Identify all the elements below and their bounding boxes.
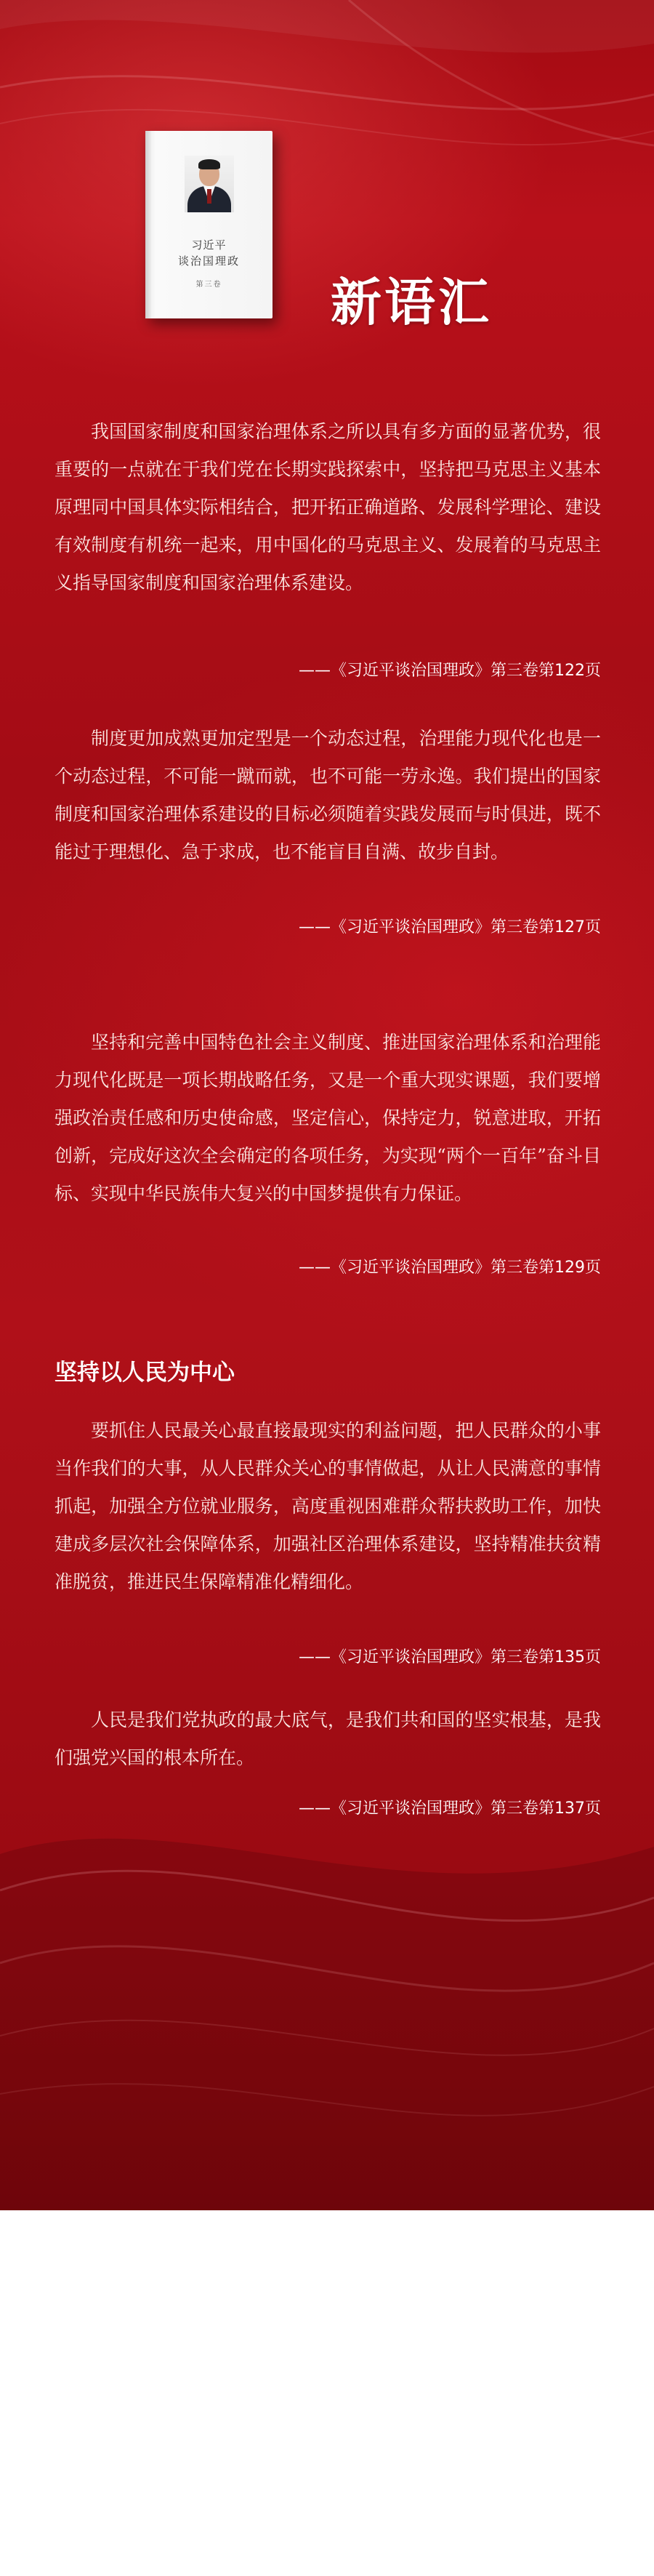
book-volume: 第三卷: [195, 281, 222, 289]
quote-source: ——《习近平谈治国理政》第三卷第135页: [299, 1648, 601, 1666]
quote-source: ——《习近平谈治国理政》第三卷第122页: [299, 662, 601, 680]
quote-text: 坚持和完善中国特色社会主义制度、推进国家治理体系和治理能力现代化既是一项长期战略任务，又是一个重大现实课题，我们要增强政治责任感和历史使命感，坚定信心，保持定力，锐意进取，开拓创新，完成好这次全会确定的各项任务，为实现“两个一百年”奋斗目标、实现中华民族伟大复兴的中国梦提供有力保证。: [54, 1032, 601, 1204]
book-title: 谈治国理政: [177, 254, 240, 268]
quote-source: ——《习近平谈治国理政》第三卷第129页: [299, 1259, 601, 1277]
quote-text: 要抓住人民最关心最直接最现实的利益问题，把人民群众的小事当作我们的大事，从人民群众关心的事情做起，从让人民满意的事情抓起，加强全方位就业服务，高度重视困难群众帮扶救助工作，加快建成多层次社会保障体系，加强社区治理体系建设，坚持精准扶贫精准脱贫，推进民生保障精准化精细化。: [54, 1420, 601, 1592]
book-spine: [145, 131, 151, 318]
section-heading: 坚持以人民为中心: [54, 1360, 235, 1386]
quote-source: ——《习近平谈治国理政》第三卷第137页: [299, 1799, 601, 1818]
quote-text: 我国国家制度和国家治理体系之所以具有多方面的显著优势，很重要的一点就在于我们党在长期实践探索中，坚持把马克思主义基本原理同中国具体实际相结合，把开拓正确道路、发展科学理论、建设有效制度有机统一起来，用中国化的马克思主义、发展着的马克思主义指导国家制度和国家治理体系建设。: [54, 421, 601, 593]
page-title: 新语汇: [331, 272, 492, 332]
quote-text: 制度更加成熟更加定型是一个动态过程，治理能力现代化也是一个动态过程，不可能一蹴而就，也不可能一劳永逸。我们提出的国家制度和国家治理体系建设的目标必须随着实践发展而与时俱进，既不能过于理想化、急于求成，也不能盲目自满、故步自封。: [54, 728, 601, 862]
book-cover: [145, 131, 272, 318]
portrait-photo: [185, 156, 234, 212]
book-author: 习近平: [191, 238, 227, 252]
quote-text: 人民是我们党执政的最大底气，是我们共和国的坚实根基，是我们强党兴国的根本所在。: [54, 1709, 601, 1768]
quote-source: ——《习近平谈治国理政》第三卷第127页: [299, 918, 601, 936]
